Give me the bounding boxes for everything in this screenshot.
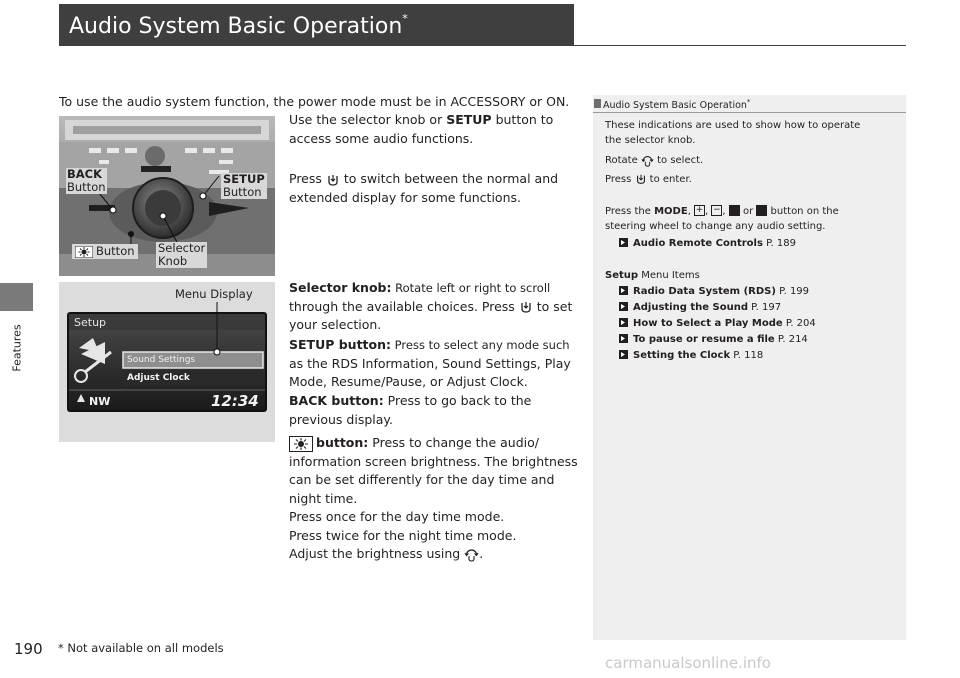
paragraph-selector-knob: Selector knob: Rotate left or right to scroll through the available choices. Press to set your selection. (289, 280, 573, 332)
press-knob-icon (326, 173, 340, 187)
section-label: Features (10, 324, 24, 372)
sidebar-ref-item[interactable]: Adjusting the Sound P. 197 (619, 301, 781, 313)
callout-selector-knob: Selector Knob (158, 241, 206, 268)
down-key-icon (756, 205, 767, 216)
rotate-knob-icon (641, 154, 654, 167)
paragraph-setup-intro: Use the selector knob or SETUP button to access some audio functions. (289, 112, 554, 146)
intro-text: To use the audio system function, the power mode must be in ACCESSORY or ON. (59, 94, 570, 109)
menu-item-adjust-clock: Adjust Clock (127, 373, 190, 383)
callout-setup-button: SETUP Button (223, 172, 265, 199)
paragraph-brightness-button: button: Press to change the audio/ information screen brightness. The brightness can be set differently for the day time and night time. Press once for the day time mode. Press twice for the night time mode. Adjust the brightness using . (289, 435, 578, 561)
reference-arrow-icon (619, 318, 628, 327)
sidebar-note (593, 95, 906, 640)
reference-arrow-icon (619, 334, 628, 343)
screen-title: Setup (74, 316, 107, 329)
menu-display-photo (59, 282, 275, 442)
paragraph-display-toggle: Press to switch between the normal and extended display for some functions. (289, 171, 559, 205)
sidebar-heading: Audio System Basic Operation* (593, 95, 906, 113)
sidebar-text-intro: These indications are used to show how to operate the selector knob. (605, 120, 861, 146)
sidebar-ref-item[interactable]: How to Select a Play Mode P. 204 (619, 317, 816, 329)
sidebar-text-setup-menu: Setup Menu Items (605, 270, 700, 281)
sun-icon (75, 246, 93, 258)
clock-readout: 12:34 (211, 392, 259, 410)
compass-readout: NW (89, 395, 111, 408)
press-knob-icon (519, 300, 533, 314)
rotate-knob-icon (464, 547, 479, 562)
up-key-icon (729, 205, 740, 216)
sidebar-ref-item[interactable]: Radio Data System (RDS) P. 199 (619, 285, 809, 297)
watermark: carmanualsonline.info (605, 654, 771, 672)
sidebar-ref-item[interactable]: Setting the Clock P. 118 (619, 349, 763, 361)
paragraph-back-button: BACK button: Press to go back to the previous display. (289, 393, 532, 427)
title-bar (59, 4, 574, 46)
page-number: 190 (14, 640, 43, 658)
footnote: * Not available on all models (58, 641, 224, 655)
press-knob-icon (635, 173, 647, 185)
callout-brightness-button: Button (72, 244, 138, 259)
sun-icon (289, 436, 313, 452)
sidebar-text-rotate: Rotate to select. (605, 155, 704, 166)
page-title: Audio System Basic Operation* (69, 12, 408, 39)
callout-back-button: BACK Button (67, 167, 106, 194)
section-tab (0, 283, 33, 311)
reference-arrow-icon (619, 238, 628, 247)
plus-key-icon: + (695, 204, 704, 215)
title-rule (574, 45, 906, 46)
minus-key-icon: − (713, 204, 721, 215)
sidebar-ref-item[interactable]: To pause or resume a file P. 214 (619, 333, 808, 345)
callout-menu-display: Menu Display (175, 287, 253, 301)
sidebar-text-mode: Press the MODE, + , − , or button on the steering wheel to change any audio setting. (605, 204, 839, 232)
reference-arrow-icon (619, 350, 628, 359)
console-photo (59, 116, 275, 276)
sidebar-text-press: Press to enter. (605, 174, 692, 185)
paragraph-setup-button: SETUP button: Press to select any mode such as the RDS Information, Sound Settings, Play Mode, Resume/Pause, or Adjust Clock. (289, 337, 571, 389)
reference-arrow-icon (619, 286, 628, 295)
sidebar-ref-remote-controls[interactable]: Audio Remote Controls P. 189 (619, 237, 796, 249)
note-marker-icon (594, 99, 601, 108)
menu-item-sound-settings: Sound Settings (127, 355, 196, 365)
reference-arrow-icon (619, 302, 628, 311)
